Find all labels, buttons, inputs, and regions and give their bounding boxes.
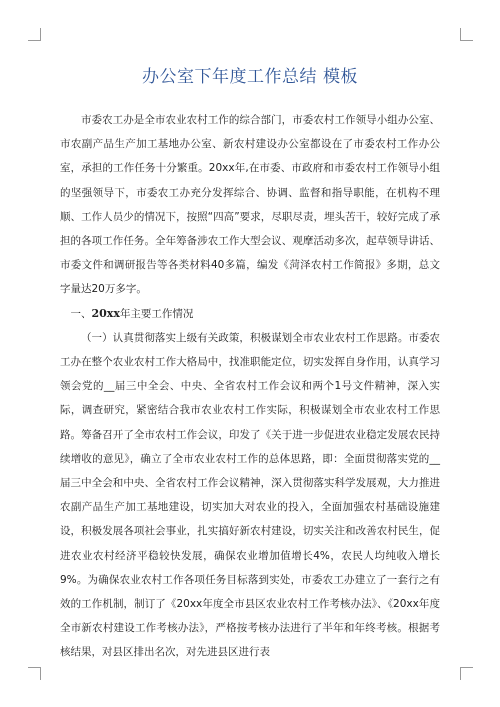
heading-suffix: 年主要工作情况	[119, 307, 194, 320]
paragraph-intro: 市委农工办是全市农业农村工作的综合部门，市委农村工作领导小组办公室、市农副产品生产加工基地办公室、新农村建设办公室都设在了市委农村工作办公室，承担的工作任务十分繁重。20xx年,在市委、市政府和市委农村工作领导小组的坚强领导下，市委农工办充分发挥综合、协调、监督和指导职能，在机构不理顺、工作人员少的情况下，按照“四高”要求，尽职尽责，埋头苦干，较好完成了承担的各项工作任务。全年筹备涉农工作大型会议、观摩活动多次，起草领导讲话、市委文件和调研报告等各类材料40多篇，编发《菏泽农村工作简报》多期，总文字量达20万多字。	[60, 114, 440, 296]
section-heading	[60, 302, 440, 326]
document-title: 办公室下年度工作总结 模板	[142, 67, 358, 87]
crop-mark-top-left	[28, 28, 41, 41]
document-body	[60, 108, 440, 665]
crop-mark-top-right	[460, 28, 473, 41]
crop-mark-bottom-left	[28, 667, 41, 680]
heading-prefix: 一、	[70, 307, 92, 320]
heading-year: 20xx	[91, 306, 120, 320]
crop-mark-bottom-right	[460, 667, 473, 680]
paragraph-section-1: （一）认真贯彻落实上级有关政策，积极谋划全市农业农村工作思路。市委农工办在整个农业农村工作大格局中，找准职能定位，切实发挥自身作用，认真学习领会党的__届三中全会、中央、全省农村工作会议和两个1号文件精神，深入实际，调查研究，紧密结合我市农业农村工作实际，积极谋划全市农业农村工作思路。筹备召开了全市农村工作会议，印发了《关于进一步促进农业稳定发展农民持续增收的意见》，确立了全市农业农村工作的总体思路，即：全面贯彻落实党的__届三中全会和中央、全省农村工作会议精神，深入贯彻落实科学发展观，大力推进农副产品生产加工基地建设，切实加大对农业的投入，全面加强农村基础设施建设，积极发展各项社会事业，扎实搞好新农村建设，切实关注和改善农村民生，促进农业农村经济平稳较快发展，确保农业增加值增长4%，农民人均纯收入增长9%。为确保农业农村工作各项任务目标落到实处，市委农工办建立了一套行之有效的工作机制，制订了《20xx年度全市县区农业农村工作考核办法》、《20xx年度全市新农村建设工作考核办法》，严格按考核办法进行了半年和年终考核。根据考核结果，对县区排出名次，对先进县区进行表	[60, 331, 440, 659]
